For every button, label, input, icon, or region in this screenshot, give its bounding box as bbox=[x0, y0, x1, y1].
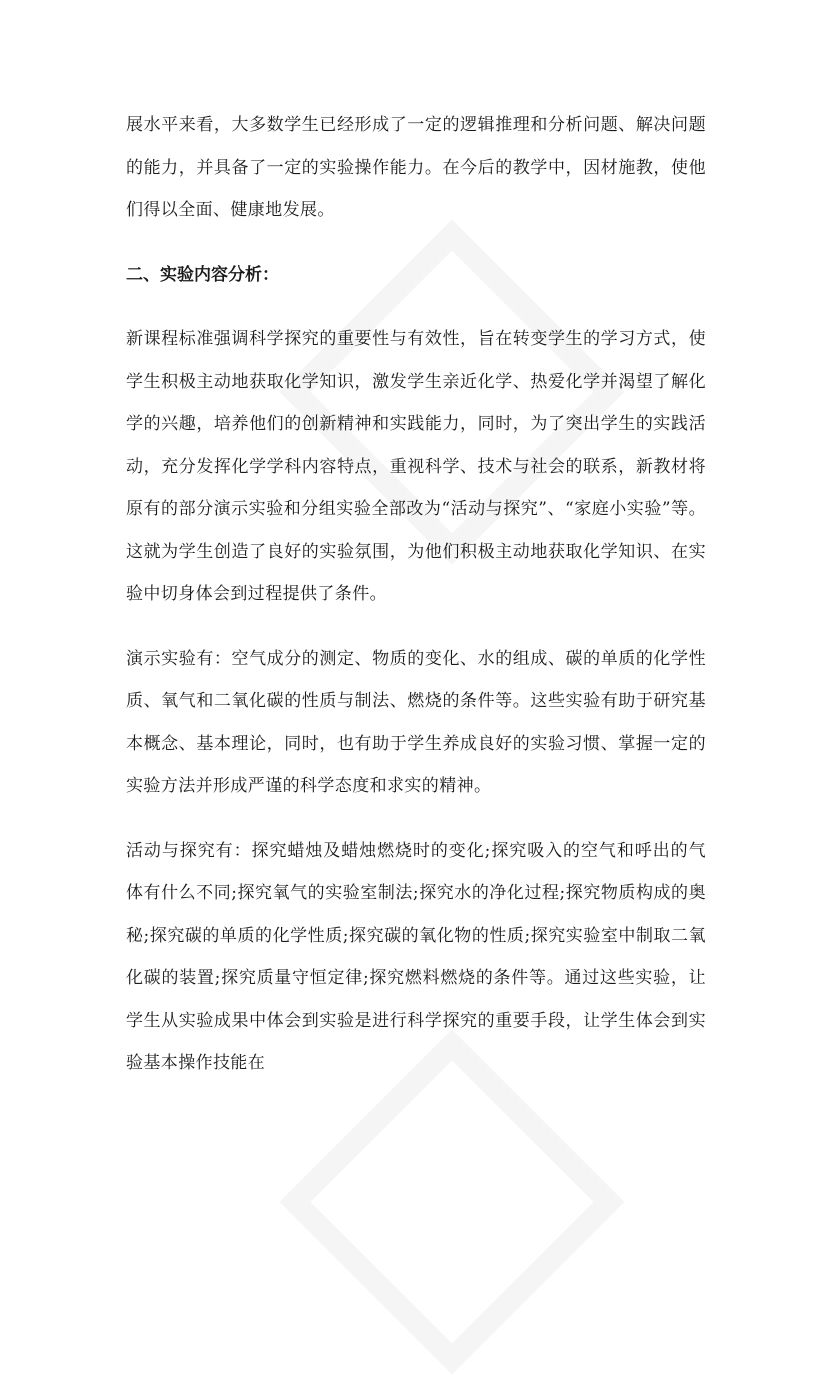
paragraph-activity-exploration: 活动与探究有：探究蜡烛及蜡烛燃烧时的变化;探究吸入的空气和呼出的气体有什么不同;探究氧气的实验室制法;探究水的净化过程;探究物质构成的奥秘;探究碳的单质的化学性质;探究碳的氧化物的性质;探究实验室中制取二氧化碳的装置;探究质量守恒定律;探究燃料燃烧的条件等。通过这些实验，让学生从实验成果中体会到实验是进行科学探究的重要手段，让学生体会到实验基本操作技能在 bbox=[126, 840, 706, 1073]
paragraph-demonstration-experiments: 演示实验有：空气成分的测定、物质的变化、水的组成、碳的单质的化学性质、氧气和二氧化碳的性质与制法、燃烧的条件等。这些实验有助于研究基本概念、基本理论，同时，也有助于学生养成良好的实验习惯、掌握一定的实验方法并形成严谨的科学态度和求实的精神。 bbox=[126, 648, 706, 796]
section-heading-experiment-analysis: 二、实验内容分析： bbox=[126, 264, 279, 285]
paragraph-student-ability: 展水平来看，大多数学生已经形成了一定的逻辑推理和分析问题、解决问题的能力，并具备了一定的实验操作能力。在今后的教学中，因材施教，使他们得以全面、健康地发展。 bbox=[126, 115, 706, 220]
paragraph-curriculum-standards: 新课程标准强调科学探究的重要性与有效性，旨在转变学生的学习方式，使学生积极主动地获取化学知识，激发学生亲近化学、热爱化学并渴望了解化学的兴趣，培养他们的创新精神和实践能力，同时，为了突出学生的实践活动，充分发挥化学学科内容特点，重视科学、技术与社会的联系，新教材将原有的部分演示实验和分组实验全部改为“活动与探究”、“家庭小实验”等。这就为学生创造了良好的实验氛围，为他们积极主动地获取化学知识、在实验中切身体会到过程提供了条件。 bbox=[126, 329, 706, 604]
document-body bbox=[126, 104, 706, 1107]
